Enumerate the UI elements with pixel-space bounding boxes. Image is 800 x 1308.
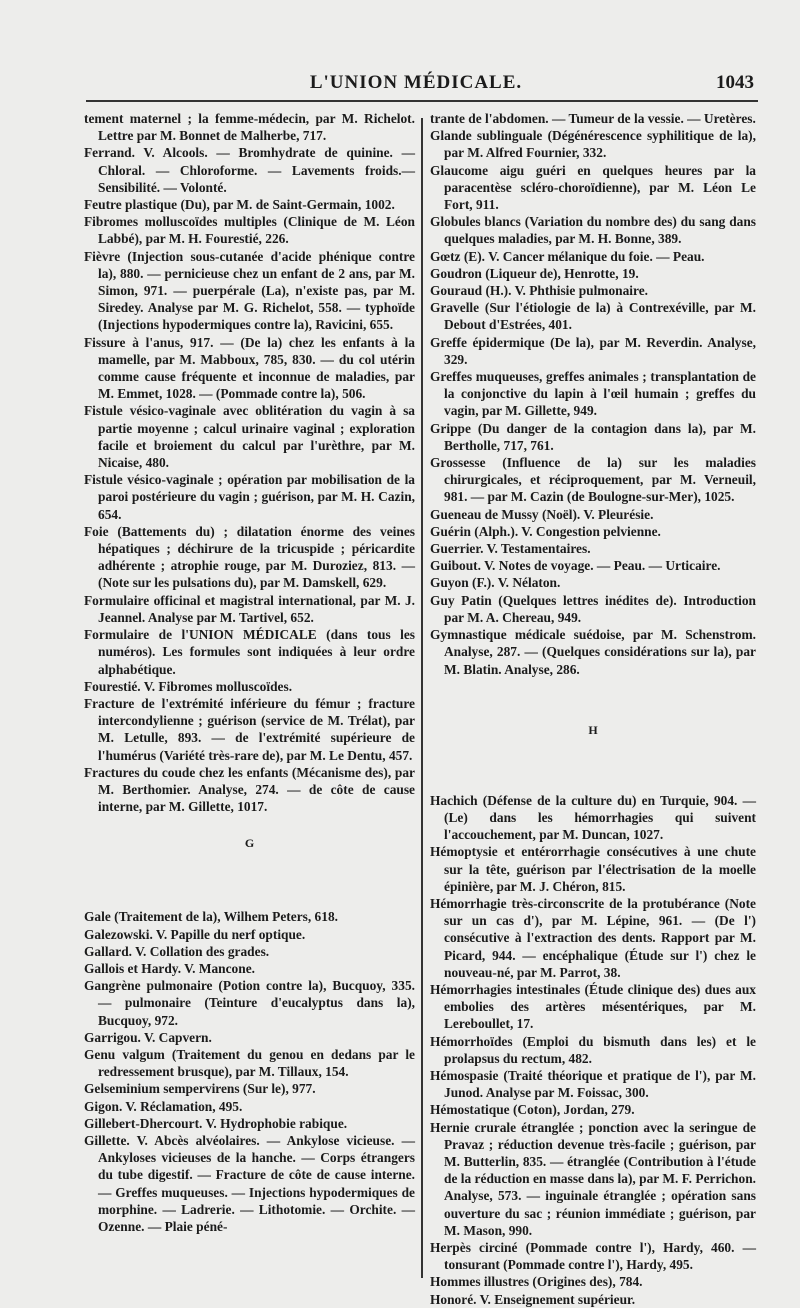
page-number: 1043 [716, 72, 754, 93]
index-entry: Fractures du coude chez les enfants (Mécanisme des), par M. Berthomier. Analyse, 274. — de côte de cause interne, par M. Gillette, 1017. [84, 764, 415, 815]
section-letter-g: G [244, 836, 255, 851]
index-entry: Galezowski. V. Papille du nerf optique. [84, 926, 306, 942]
index-entry: Grossesse (Influence de la) sur les maladies chirurgicales, et réciproquement, par M. Verneuil, 981. — par M. Cazin (de Boulogne-sur-Mer), 1025. [430, 455, 756, 505]
index-entry: Formulaire officinal et magistral international, par M. J. Jeannel. Analyse par M. Tartivel, 652. [84, 592, 415, 625]
index-entry: Herpès circiné (Pommade contre l'), Hardy, 460. — tonsurant (Pommade contre l'), Hardy, 495. [430, 1239, 756, 1273]
index-entry: Fistule vésico-vaginale avec oblitération du vagin à sa partie moyenne ; calcul urinaire vaginal ; exploration facile et broiement du calcul par l'urèthre, par M. Nicaise, 480. [84, 403, 415, 471]
index-entry: Glande sublinguale (Dégénérescence syphilitique de la), par M. Alfred Fournier, 332. [430, 128, 756, 161]
index-entry: Globules blancs (Variation du nombre des) du sang dans quelques maladies, par M. H. Bonne, 389. [430, 214, 756, 247]
header-rule [86, 100, 758, 102]
index-entry: Greffes muqueuses, greffes animales ; transplantation de la conjonctive du lapin à l'œil humain ; greffes du vagin, par M. Gillette, 949. [430, 369, 756, 419]
index-entry: Gallard. V. Collation des grades. [84, 943, 270, 959]
index-entry: Formulaire de l'UNION MÉDICALE (dans tous les numéros). Les formules sont indiquées à leur ordre alphabétique. [84, 627, 415, 677]
index-entry: Fracture de l'extrémité inférieure du fémur ; fracture intercondylienne ; guérison (service de M. Trélat), par M. Letulle, 893. — de l'extrémité supérieure de l'humérus (Variété très-rare de), par M. Le Dentu, 457. [84, 695, 415, 763]
index-entry: Gymnastique médicale suédoise, par M. Schenstrom. Analyse, 287. — (Quelques considérations sur la), par M. Blatin. Analyse, 286. [430, 627, 756, 677]
index-entry: trante de l'abdomen. — Tumeur de la vessie. — Uretères. [430, 111, 756, 126]
index-entry: Guyon (F.). V. Nélaton. [430, 575, 561, 591]
index-entry: Foie (Battements du) ; dilatation énorme des veines hépatiques ; déchirure de la tricuspide ; péricardite adhérente ; atrophie rouge, par M. Duroziez, 813. — (Note sur les pulsations du), par M. Damskell, 629. [84, 523, 415, 591]
index-entry: Hémorrhagies intestinales (Étude clinique des) dues aux embolies des artères mésentériques, par M. Lereboullet, 17. [430, 981, 756, 1032]
index-entry: Genu valgum (Traitement du genou en dedans par le redressement brusque), par M. Tillaux, 154. [84, 1046, 415, 1080]
index-entry: Gallois et Hardy. V. Mancone. [84, 960, 255, 976]
index-entry: Gœtz (E). V. Cancer mélanique du foie. — Peau. [430, 248, 705, 264]
index-entry: Fissure à l'anus, 917. — (De la) chez les enfants à la mamelle, par M. Mabboux, 785, 830. — du col utérin comme cause fréquente et inconnue de maladies, par M. Emmet, 1028. — (Pommade contre la), 506. [84, 334, 415, 402]
index-entry: Gelseminium sempervirens (Sur le), 977. [84, 1081, 316, 1097]
index-entry: Grippe (Du danger de la contagion dans la), par M. Bertholle, 717, 761. [430, 420, 756, 453]
page-header [78, 68, 754, 98]
index-entry: Guérin (Alph.). V. Congestion pelvienne. [430, 523, 661, 539]
left-column [84, 110, 415, 1235]
index-entry: Gillebert-Dhercourt. V. Hydrophobie rabique. [84, 1115, 348, 1131]
index-entry: Fourestié. V. Fibromes molluscoïdes. [84, 678, 293, 694]
index-entry: tement maternel ; la femme-médecin, par M. Richelot. Lettre par M. Bonnet de Malherbe, 717. [84, 111, 415, 144]
index-entry: Gigon. V. Réclamation, 495. [84, 1098, 243, 1114]
index-entry: Honoré. V. Enseignement supérieur. [430, 1291, 636, 1307]
index-entry: Gale (Traitement de la), Wilhem Peters, 618. [84, 909, 338, 925]
index-entry: Hémoptysie et entérorrhagie consécutives à une chute sur la tête, guérison par l'électrisation de la moelle épinière, par M. J. Chéron, 815. [430, 844, 756, 894]
index-entry: Guy Patin (Quelques lettres inédites de). Introduction par M. A. Chereau, 949. [430, 592, 756, 625]
index-entry: Hémostatique (Coton), Jordan, 279. [430, 1102, 635, 1118]
index-entry: Greffe épidermique (De la), par M. Reverdin. Analyse, 329. [430, 334, 756, 367]
index-entry: Guerrier. V. Testamentaires. [430, 541, 591, 557]
index-entry: Gravelle (Sur l'étiologie de la) à Contrexéville, par M. Debout d'Estrées, 401. [430, 300, 756, 333]
column-divider [421, 118, 423, 1278]
index-entry: Hémorrhagie très-circonscrite de la protubérance (Note sur un cas d'), par M. Lépine, 961. — (De l') consécutive à l'extraction des dents. Rapport par M. Picard, 944. — encéphalique (Étude sur l') chez le nouveau-né, par M. Parrot, 38. [430, 895, 756, 980]
index-entry: Fistule vésico-vaginale ; opération par mobilisation de la paroi postérieure du vagin ; guérison, par M. H. Cazin, 654. [84, 472, 415, 522]
index-entry: Hachich (Défense de la culture du) en Turquie, 904. — (Le) dans les hémorrhagies qui suivent l'accouchement, par M. Duncan, 1027. [430, 792, 756, 843]
index-entry: Gillette. V. Abcès alvéolaires. — Ankylose vicieuse. — Ankyloses vicieuses de la hanche. — Corps étrangers du tube digestif. — Fracture de côte de cause interne. — Greffes muqueuses. — Injections hypodermiques de morphine. — Ladrerie. — Lithotomie. — Orchite. — Ozenne. — Plaie péné- [84, 1132, 415, 1234]
index-entry: Goudron (Liqueur de), Henrotte, 19. [430, 265, 639, 281]
section-spacer [84, 868, 415, 908]
index-entry: Hémospasie (Traité théorique et pratique de l'), par M. Junod. Analyse par M. Foissac, 300. [430, 1067, 756, 1101]
index-entry: Fibromes molluscoïdes multiples (Clinique de M. Léon Labbé), par M. H. Fourestié, 226. [84, 214, 415, 247]
journal-title: L'UNION MÉDICALE. [309, 72, 523, 93]
index-entry: Ferrand. V. Alcools. — Bromhydrate de quinine. — Chloral. — Chloroforme. — Lavements froids.— Sensibilité. — Volonté. [84, 145, 415, 195]
index-entry: Hernie crurale étranglée ; ponction avec la seringue de Pravaz ; réduction devenue très-facile ; guérison, par M. Butterlin, 835. — étranglée (Contribution à l'étude de la réduction en masse dans la), par M. F. Perrichon. Analyse, 573. — inguinale étranglée ; opération sans ouverture du sac ; réunion immédiate ; guérison, par M. Mason, 990. [430, 1119, 756, 1238]
index-entry: Hommes illustres (Origines des), 784. [430, 1274, 643, 1290]
index-entry: Gangrène pulmonaire (Potion contre la), Bucquoy, 335. — pulmonaire (Teinture d'eucalyptus dans la), Bucquoy, 972. [84, 978, 415, 1028]
index-entry: Guibout. V. Notes de voyage. — Peau. — Urticaire. [430, 558, 721, 574]
index-entry: Garrigou. V. Capvern. [84, 1029, 212, 1045]
index-entry: Fièvre (Injection sous-cutanée d'acide phénique contre la), 880. — pernicieuse chez un enfant de 2 ans, par M. Simon, 971. — puerpérale (La), n'existe pas, par M. Siredey. Analyse par M. G. Richelot, 558. — typhoïde (Injections hypodermiques contre la), Ravicini, 655. [84, 248, 415, 333]
index-entry: Hémorrhoïdes (Emploi du bismuth dans les) et le prolapsus du rectum, 482. [430, 1033, 756, 1066]
index-entry: Gueneau de Mussy (Noël). V. Pleurésie. [430, 506, 654, 522]
index-entry: Glaucome aigu guéri en quelques heures par la paracentèse scléro-choroïdienne), par M. Léon Le Fort, 911. [430, 162, 756, 213]
section-letter-h: H [588, 722, 598, 737]
section-spacer [430, 752, 756, 792]
index-entry: Feutre plastique (Du), par M. de Saint-Germain, 1002. [84, 197, 395, 213]
right-column [430, 110, 756, 1308]
index-entry: Gouraud (H.). V. Phthisie pulmonaire. [430, 283, 649, 299]
